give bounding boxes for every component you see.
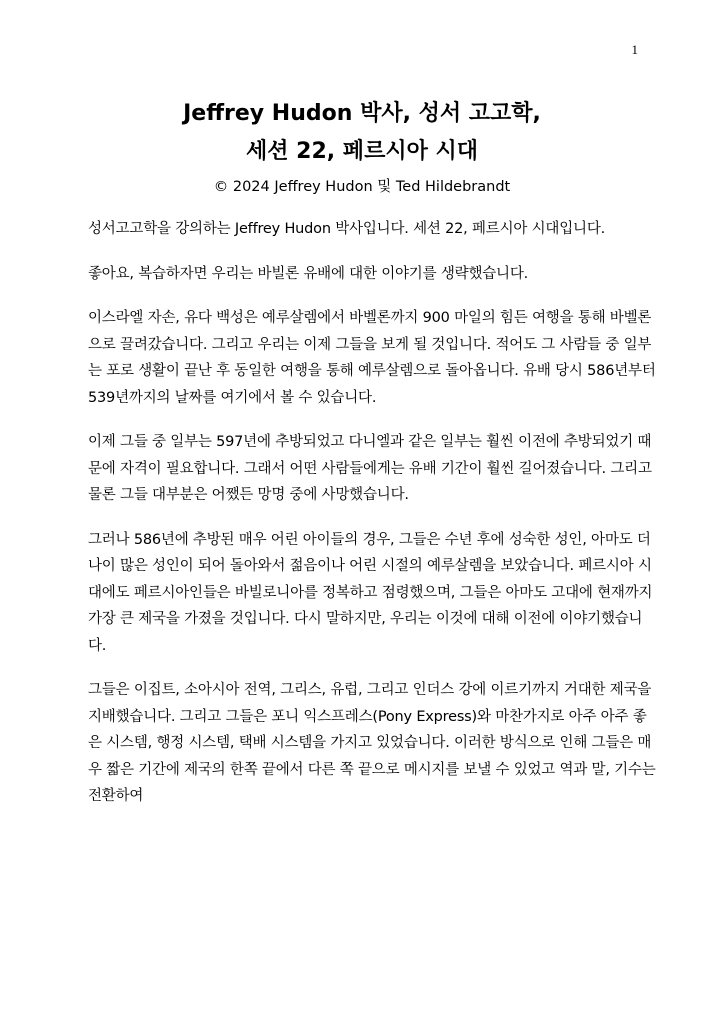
copyright-line: © 2024 Jeffrey Hudon 및 Ted Hildebrandt bbox=[213, 179, 511, 195]
paragraph-3: 이스라엘 자손, 유다 백성은 예루살렘에서 바벨론까지 900 마일의 힘든 여행을 통해 바벨론으로 끌려갔습니다. 그리고 우리는 이제 그들을 보게 될 것입니다. 적어도 그 사람들 중 일부는 포로 생활이 끝난 후 동일한 여행을 통해 예루살렘으로 돌아옵니다. 유배 당시 586년부터 539년까지의 날짜를 여기에서 볼 수 있습니다. bbox=[88, 310, 656, 406]
document-body bbox=[88, 216, 658, 828]
document-title-line-2: 세션 22, 페르시아 시대 bbox=[246, 139, 478, 164]
paragraph-2: 좋아요, 복습하자면 우리는 바빌론 유배에 대한 이야기를 생략했습니다. bbox=[88, 265, 529, 282]
document-title-line-1: Jeffrey Hudon 박사, 성서 고고학, bbox=[183, 101, 541, 126]
paragraph-6: 그들은 이집트, 소아시아 전역, 그리스, 유럽, 그리고 인더스 강에 이르기까지 거대한 제국을 지배했습니다. 그리고 그들은 포니 익스프레스(Pony Express)와 마찬가지로 아주 아주 좋은 시스템, 행정 시스템, 택배 시스템을 가지고 있었습니다. 이러한 방식으로 인해 그들은 매우 짧은 기간에 제국의 한쪽 끝에서 다른 쪽 끝으로 메시지를 보낼 수 있었고 역과 말, 기수는 전환하여 bbox=[88, 682, 656, 804]
paragraph-5: 그러나 586년에 추방된 매우 어린 아이들의 경우, 그들은 수년 후에 성숙한 성인, 아마도 더 나이 많은 성인이 되어 돌아와서 젊음이나 어린 시절의 예루살렘을 보았습니다. 페르시아 시대에도 페르시아인들은 바빌로니아를 정복하고 점령했으며, 그들은 아마도 고대에 현재까지 가장 큰 제국을 가졌을 것입니다. 다시 말하지만, 우리는 이것에 대해 이전에 이야기했습니다. bbox=[88, 531, 653, 654]
paragraph-1: 성서고고학을 강의하는 Jeffrey Hudon 박사입니다. 세션 22, 페르시아 시대입니다. bbox=[88, 221, 606, 237]
page-number: 1 bbox=[631, 42, 638, 57]
title-block bbox=[0, 95, 724, 199]
paragraph-4: 이제 그들 중 일부는 597년에 추방되었고 다니엘과 같은 일부는 훨씬 이전에 추방되었기 때문에 자격이 필요합니다. 그래서 어떤 사람들에게는 유배 기간이 훨씬 길어졌습니다. 그리고 물론 그들 대부분은 어쨌든 망명 중에 사망했습니다. bbox=[88, 434, 652, 503]
